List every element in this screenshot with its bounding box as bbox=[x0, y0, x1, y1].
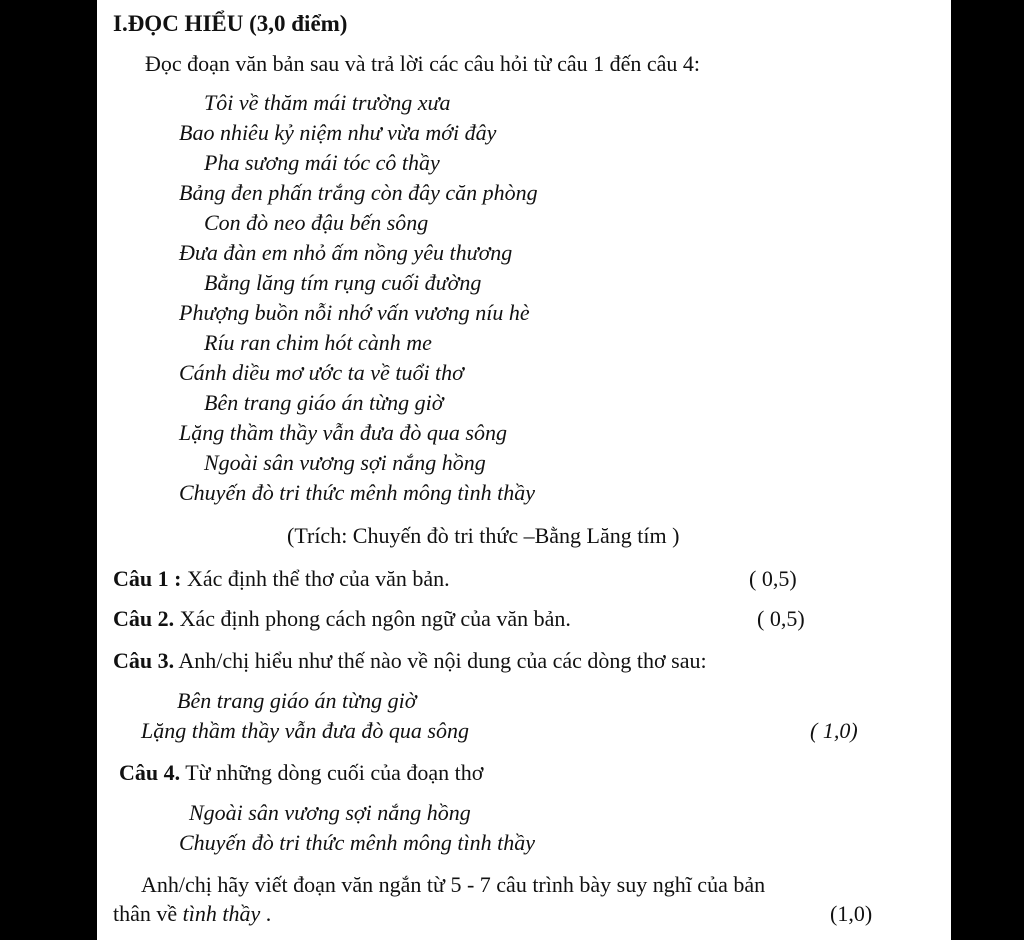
poem-line: Con đò neo đậu bến sông bbox=[204, 210, 429, 235]
poem-line: Đưa đàn em nhỏ ấm nồng yêu thương bbox=[179, 240, 513, 265]
poem-line: Cánh diều mơ ước ta về tuổi thơ bbox=[179, 360, 464, 385]
question-2-points: ( 0,5) bbox=[757, 606, 805, 631]
poem-citation: (Trích: Chuyến đò tri thức –Bằng Lăng tím ) bbox=[287, 523, 680, 548]
question-4-points: (1,0) bbox=[830, 901, 873, 926]
question-4-task-line bbox=[113, 903, 271, 925]
question-2-label: Câu 2. bbox=[113, 606, 175, 631]
question-1-label: Câu 1 : bbox=[113, 566, 182, 591]
question-4-quote-line: Ngoài sân vương sợi nắng hồng bbox=[189, 800, 471, 825]
poem-line: Bằng lăng tím rụng cuối đường bbox=[204, 270, 482, 295]
exam-page bbox=[97, 0, 951, 940]
question-2 bbox=[113, 608, 571, 630]
question-4-task-line: Anh/chị hãy viết đoạn văn ngắn từ 5 - 7 câu trình bày suy nghĩ của bản bbox=[141, 872, 766, 897]
question-3-points: ( 1,0) bbox=[810, 718, 858, 743]
question-3-label: Câu 3. bbox=[113, 648, 175, 673]
poem-line: Ríu ran chim hót cành me bbox=[204, 330, 432, 355]
question-4-quote-line: Chuyến đò tri thức mênh mông tình thầy bbox=[179, 830, 536, 855]
question-4 bbox=[119, 762, 483, 784]
question-1 bbox=[113, 568, 450, 590]
question-2-text: Xác định phong cách ngôn ngữ của văn bản. bbox=[174, 606, 571, 631]
poem-line: Bên trang giáo án từng giờ bbox=[204, 390, 444, 415]
question-3 bbox=[113, 650, 707, 672]
poem-line: Chuyến đò tri thức mênh mông tình thầy bbox=[179, 480, 536, 505]
task-prefix: thân về bbox=[113, 901, 183, 926]
task-suffix: . bbox=[260, 901, 272, 926]
poem-line: Pha sương mái tóc cô thầy bbox=[204, 150, 440, 175]
question-4-text: Từ những dòng cuối của đoạn thơ bbox=[180, 760, 484, 785]
poem-line: Lặng thầm thầy vẫn đưa đò qua sông bbox=[179, 420, 507, 445]
poem-line: Phượng buồn nỗi nhớ vấn vương níu hè bbox=[179, 300, 530, 325]
question-1-text: Xác định thể thơ của văn bản. bbox=[181, 566, 450, 591]
question-4-label: Câu 4. bbox=[119, 760, 181, 785]
section-heading: I.ĐỌC HIỂU (3,0 điểm) bbox=[113, 11, 348, 36]
question-1-points: ( 0,5) bbox=[749, 566, 797, 591]
poem-line: Bảng đen phấn trắng còn đây căn phòng bbox=[179, 180, 538, 205]
poem-line: Tôi về thăm mái trường xưa bbox=[204, 90, 451, 115]
question-3-text: Anh/chị hiểu như thế nào về nội dung của các dòng thơ sau: bbox=[174, 648, 707, 673]
poem-line: Bao nhiêu kỷ niệm như vừa mới đây bbox=[179, 120, 497, 145]
question-3-quote-line: Bên trang giáo án từng giờ bbox=[177, 688, 417, 713]
task-topic: tình thầy bbox=[182, 901, 261, 926]
poem-line: Ngoài sân vương sợi nắng hồng bbox=[204, 450, 486, 475]
reading-instruction: Đọc đoạn văn bản sau và trả lời các câu hỏi từ câu 1 đến câu 4: bbox=[145, 51, 701, 76]
question-3-quote-line: Lặng thầm thầy vẫn đưa đò qua sông bbox=[141, 718, 469, 743]
